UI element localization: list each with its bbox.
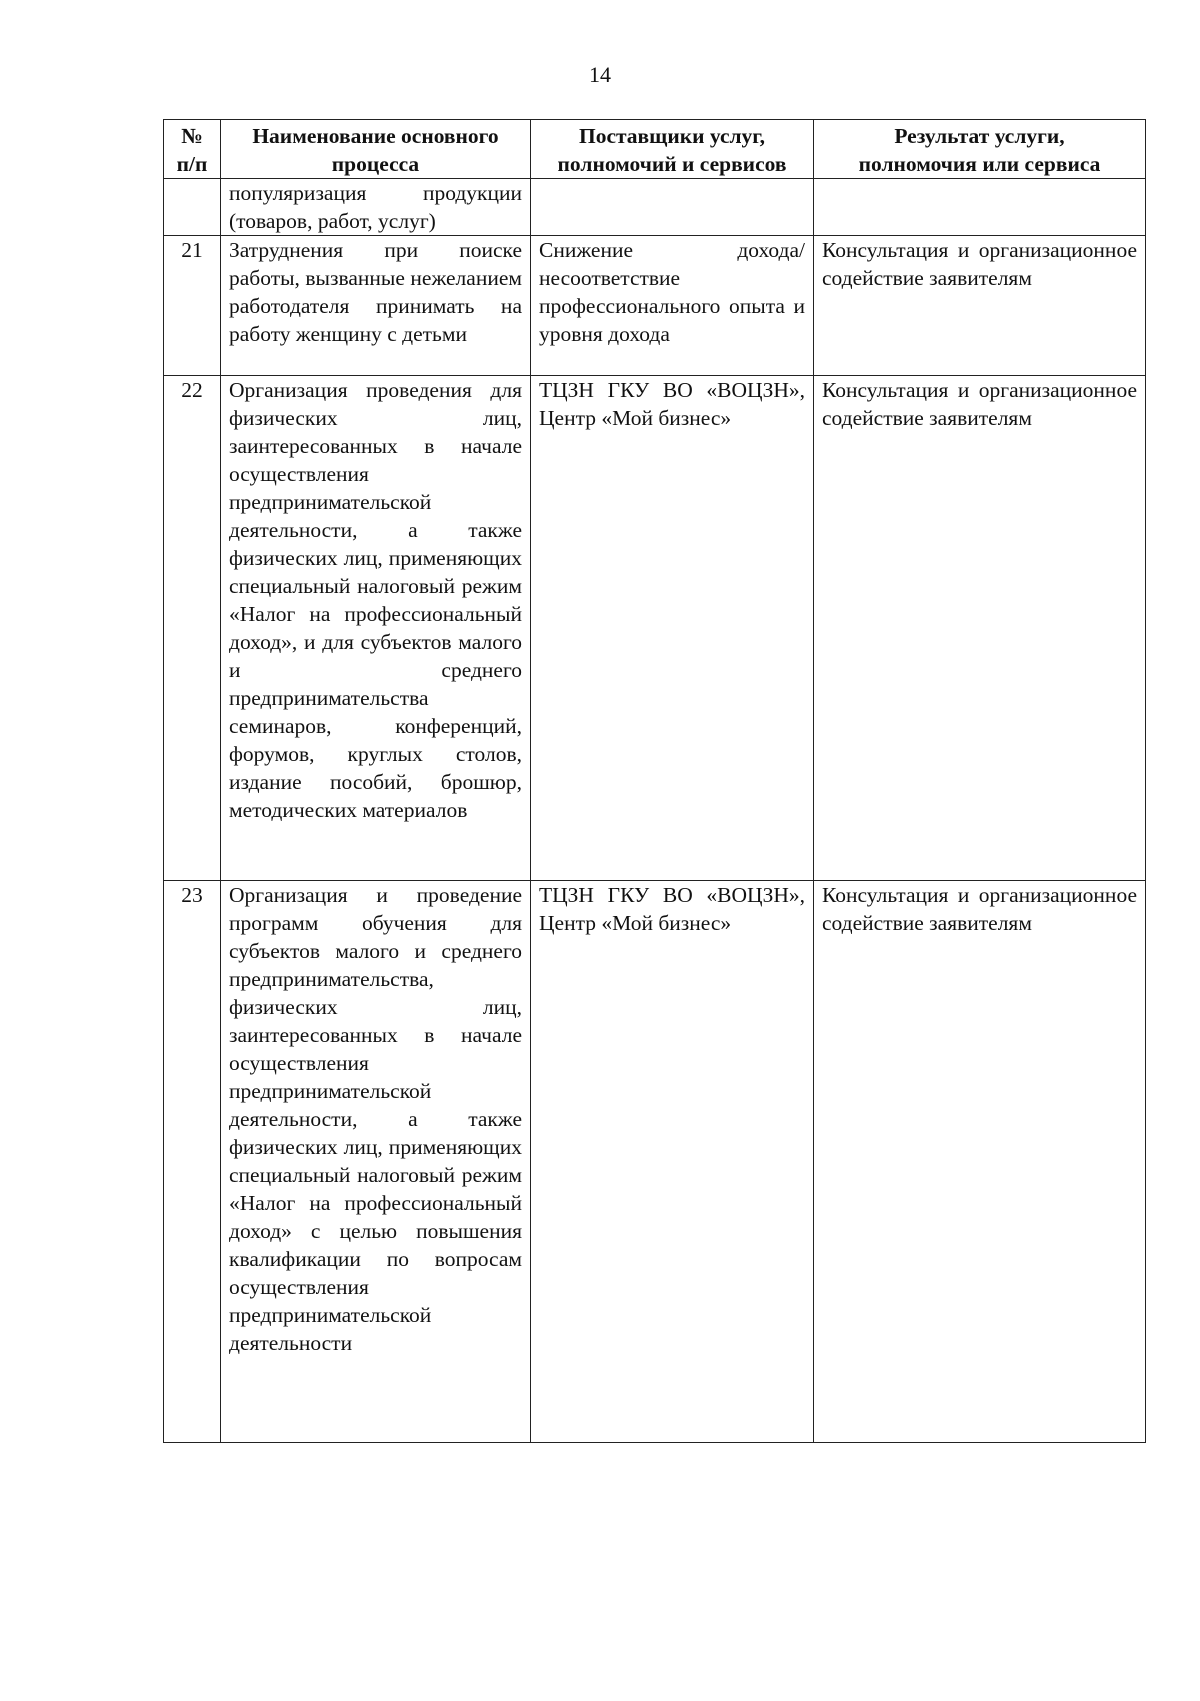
cell-process: Затруднения при поиске работы, вызванные нежеланием работодателя принимать на работу женщину с детьми <box>221 236 531 376</box>
table-row <box>164 376 1146 881</box>
cell-num: 22 <box>164 376 221 881</box>
cell-num: 21 <box>164 236 221 376</box>
header-result: Результат услуги, полномочия или сервиса <box>814 120 1146 179</box>
cell-process: Организация и проведение программ обучения для субъектов малого и среднего предпринимательства, физических лиц, заинтересованных в начале осуществления предпринимательской деятельности, а также физических лиц, применяющих специальный налоговый режим «Налог на профессиональный доход» с целью повышения квалификации по вопросам осуществления предпринимательской деятельности <box>221 881 531 1443</box>
table-header-row <box>164 120 1146 179</box>
table-row <box>164 881 1146 1443</box>
cell-num <box>164 179 221 236</box>
cell-providers: ТЦЗН ГКУ ВО «ВОЦЗН», Центр «Мой бизнес» <box>531 376 814 881</box>
table-row <box>164 179 1146 236</box>
cell-process: популяризация продукции (товаров, работ, услуг) <box>221 179 531 236</box>
header-num: № п/п <box>164 120 221 179</box>
header-process: Наименование основного процесса <box>221 120 531 179</box>
cell-result <box>814 179 1146 236</box>
header-providers: Поставщики услуг, полномочий и сервисов <box>531 120 814 179</box>
table-row <box>164 236 1146 376</box>
cell-providers: ТЦЗН ГКУ ВО «ВОЦЗН», Центр «Мой бизнес» <box>531 881 814 1443</box>
page-number: 14 <box>589 62 611 87</box>
cell-result: Консультация и организационное содействие заявителям <box>814 236 1146 376</box>
cell-providers: Снижение дохода/ несоответствие профессионального опыта и уровня дохода <box>531 236 814 376</box>
cell-providers <box>531 179 814 236</box>
cell-num: 23 <box>164 881 221 1443</box>
cell-result: Консультация и организационное содействие заявителям <box>814 376 1146 881</box>
services-table <box>163 119 1146 1443</box>
cell-result: Консультация и организационное содействие заявителям <box>814 881 1146 1443</box>
cell-process: Организация проведения для физических лиц, заинтересованных в начале осуществления предпринимательской деятельности, а также физических лиц, применяющих специальный налоговый режим «Налог на профессиональный доход», и для субъектов малого и среднего предпринимательства семинаров, конференций, форумов, круглых столов, издание пособий, брошюр, методических материалов <box>221 376 531 881</box>
